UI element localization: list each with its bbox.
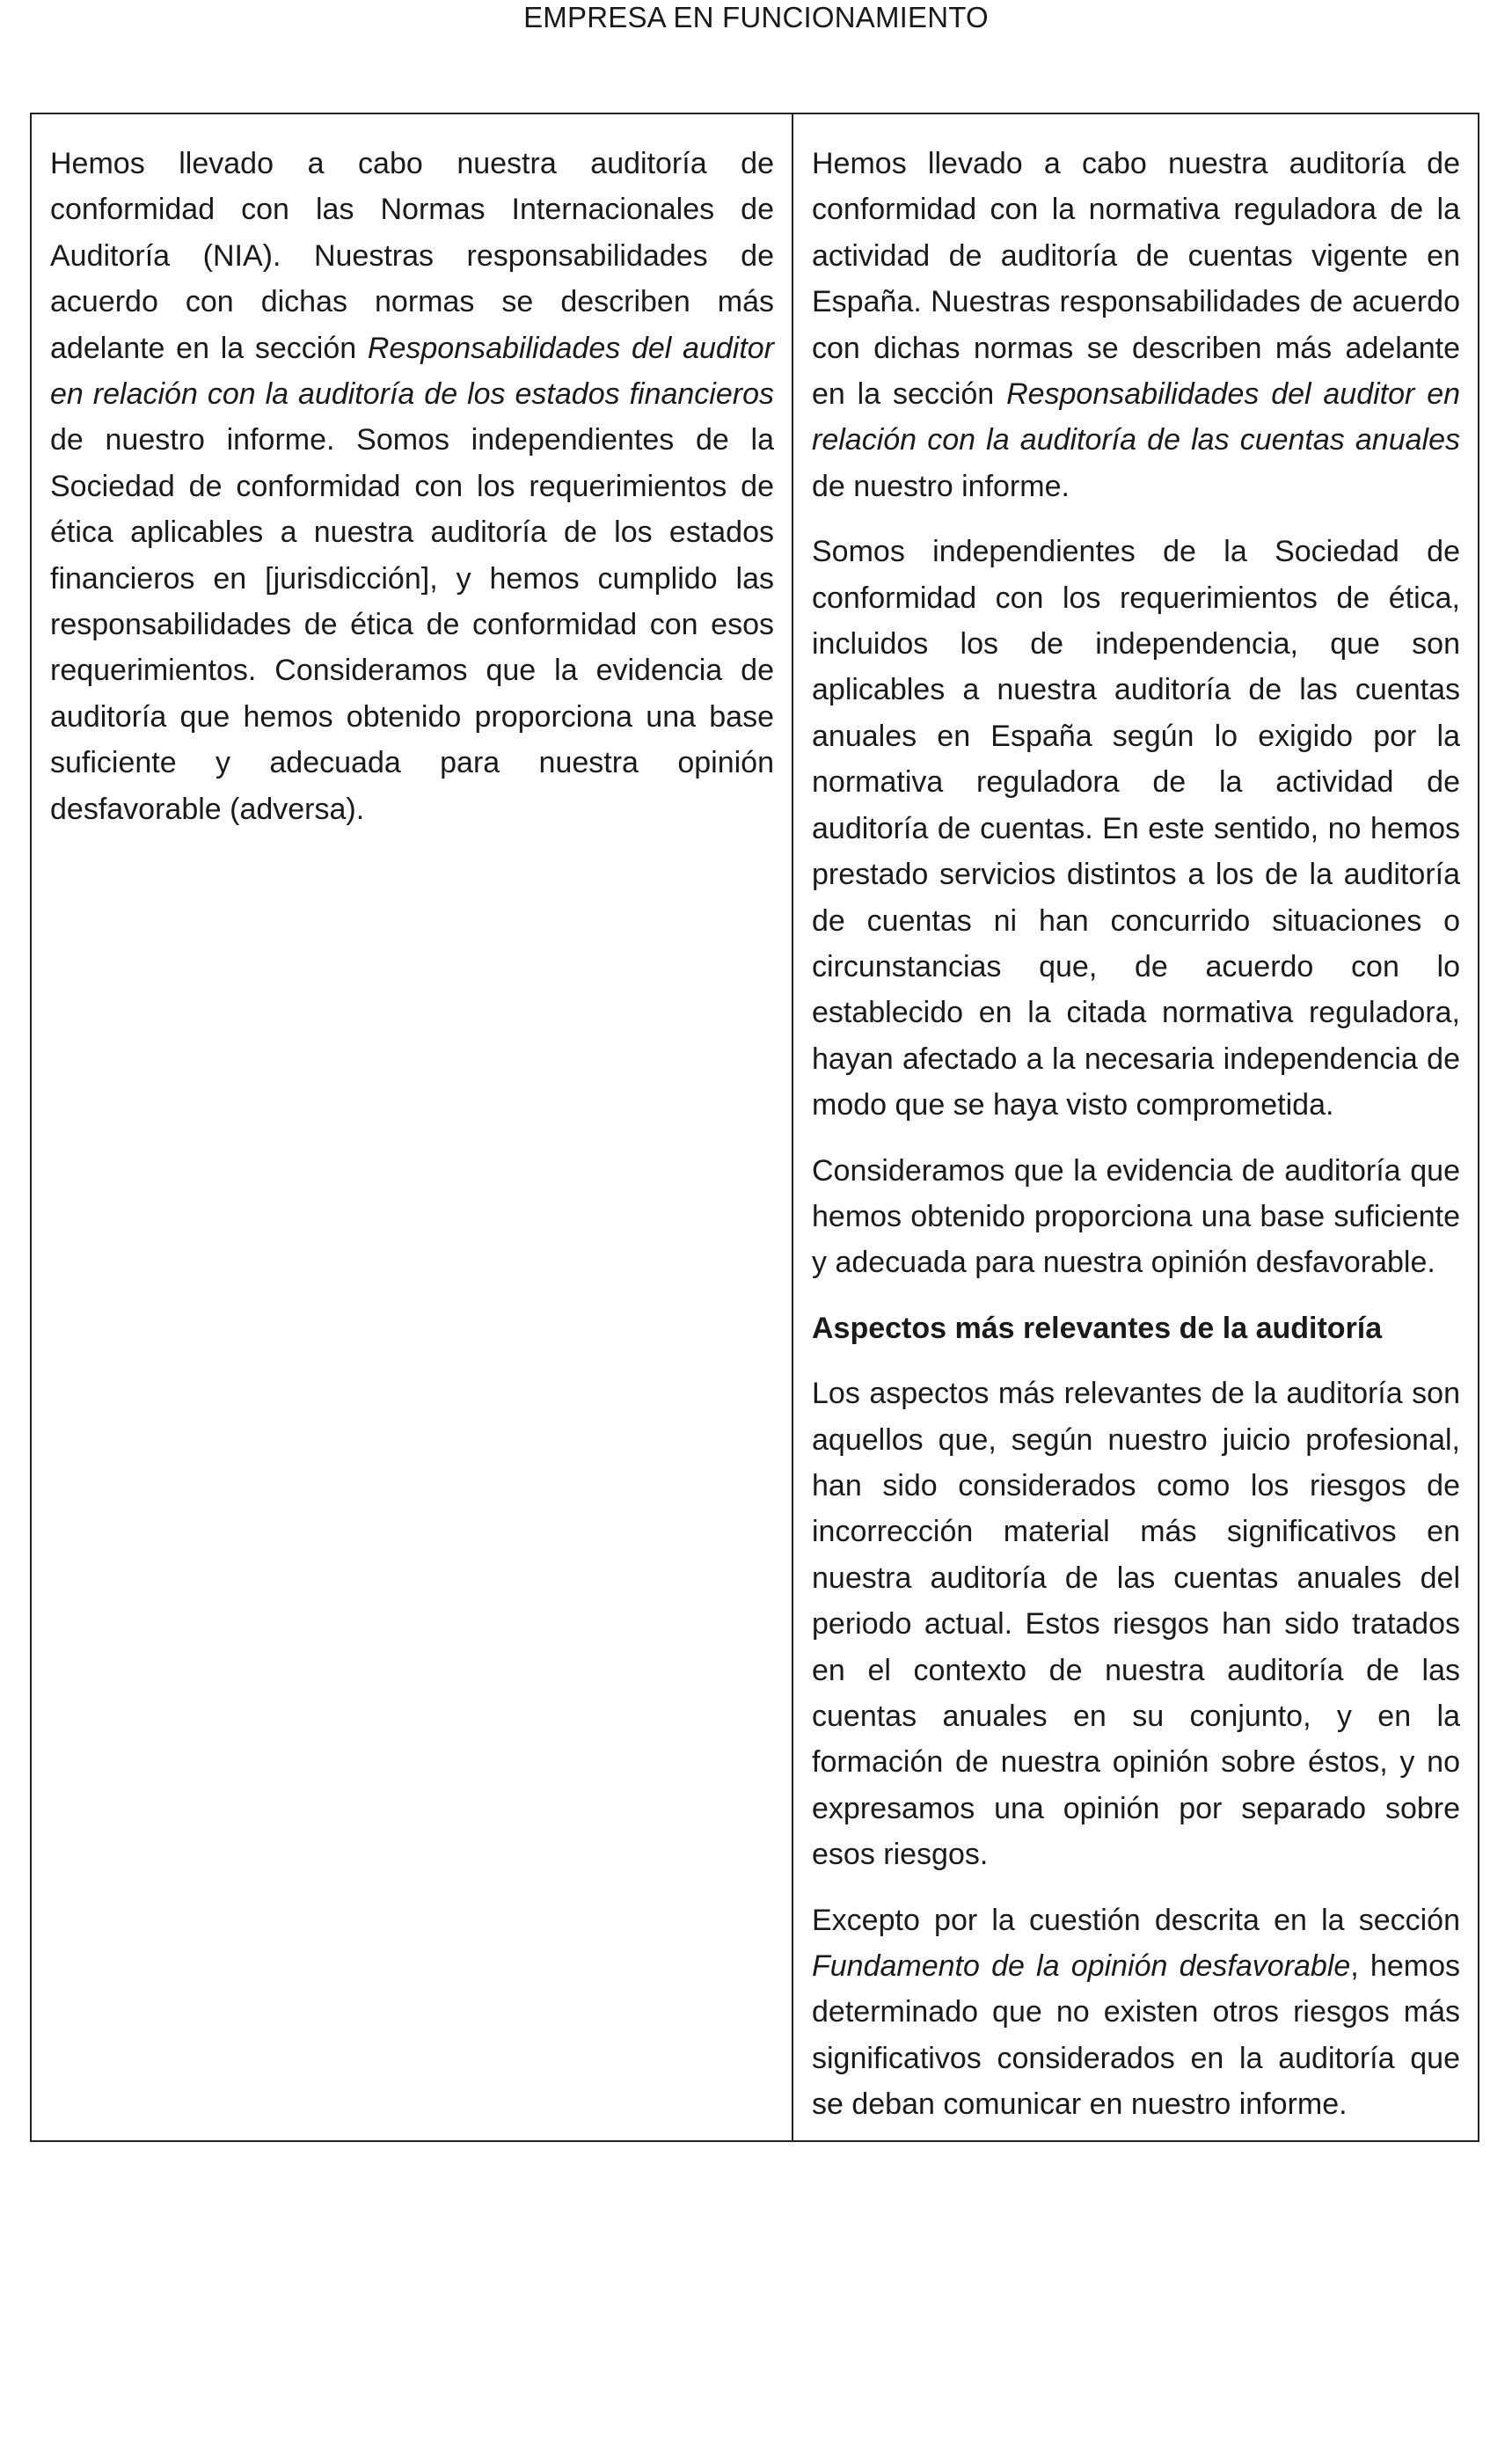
text-segment: Excepto por la cuestión descrita en la sección [812,1903,1460,1937]
comparison-table [30,113,1479,2142]
right-paragraph-3: Consideramos que la evidencia de auditoría que hemos obtenido proporciona una base suficiente y adecuada para nuestra opinión desfavorable. [812,1153,1460,1280]
text-segment: de nuestro informe. Somos independientes de la Sociedad de conformidad con los requerimientos de ética aplicables a nuestra auditoría de los estados financieros en [jurisdicción], y hemos cumplido las responsabilidades de ética de conformidad con esos requerimientos. Consideramos que la evidencia de auditoría que hemos obtenido proporciona una base suficiente y adecuada para nuestra opinión desfavorable (adversa). [50,423,774,826]
section-heading: Aspectos más relevantes de la auditoría [812,1311,1383,1345]
right-column-cell [793,113,1479,2141]
left-column-cell [31,113,793,2141]
text-segment: , hemos determinado que no existen otros riesgos más significativos considerados en la auditoría que se deban comunicar en nuestro informe. [812,1949,1460,2122]
italic-section-reference: Responsabilidades del auditor en relación con la auditoría de los estados financieros [50,331,775,412]
text-segment: de nuestro informe. [812,469,1070,503]
table-row [31,113,1479,2141]
right-paragraph-4: Los aspectos más relevantes de la auditoría son aquellos que, según nuestro juicio profesional, han sido considerados como los riesgos de incorrección material más significativos en nuestra auditoría de las cuentas anuales del periodo actual. Estos riesgos han sido tratados en el contexto de nuestra auditoría de las cuentas anuales en su conjunto, y en la formación de nuestra opinión sobre éstos, y no expresamos una opinión por separado sobre esos riesgos. [812,1377,1460,1872]
page-header: EMPRESA EN FUNCIONAMIENTO [523,1,989,33]
italic-section-reference: Fundamento de la opinión desfavorable [812,1949,1351,1984]
right-paragraph-5 [812,1897,1460,2128]
text-segment: Hemos llevado a cabo nuestra auditoría de conformidad con las Normas Internacionales de Auditoría (NIA). Nuestras responsabilidades de acuerdo con dichas normas se describen más adelante en la sección [50,147,774,365]
right-paragraph-2: Somos independientes de la Sociedad de conformidad con los requerimientos de ética, incluidos los de independencia, que son aplicables a nuestra auditoría de las cuentas anuales en España según lo exigido por la normativa reguladora de la actividad de auditoría de cuentas. En este sentido, no hemos prestado servicios distintos a los de la auditoría de cuentas ni han concurrido situaciones o circunstancias que, de acuerdo con lo establecido en la citada normativa reguladora, hayan afectado a la necesaria independencia de modo que se haya visto comprometida. [812,535,1460,1122]
text-segment: Hemos llevado a cabo nuestra auditoría de conformidad con la normativa reguladora de la actividad de auditoría de cuentas vigente en España. Nuestras responsabilidades de acuerdo con dichas normas se describen más adelante en la sección [812,147,1460,412]
left-paragraph-1 [50,141,774,832]
italic-section-reference: Responsabilidades del auditor en relación con la auditoría de las cuentas anuales [812,377,1461,457]
right-paragraph-1 [812,141,1460,509]
